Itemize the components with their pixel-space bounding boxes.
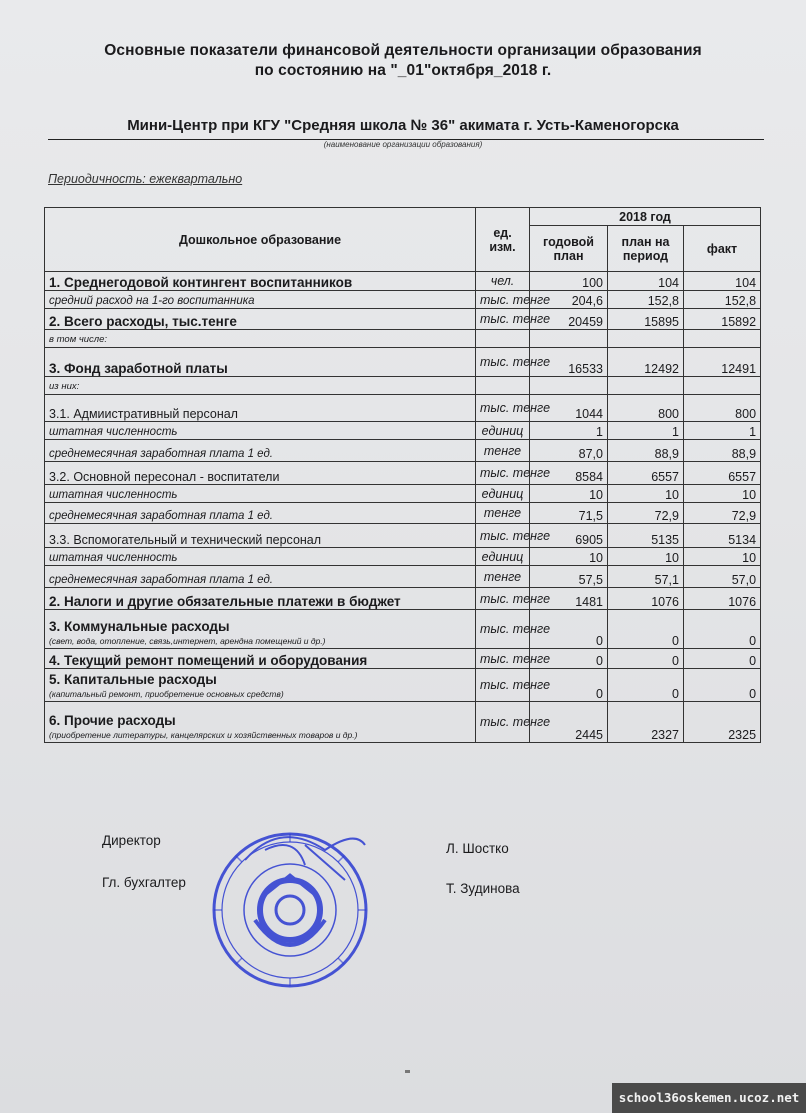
row-label xyxy=(45,348,476,377)
table-row xyxy=(45,422,761,440)
row-label-text: штатная численность xyxy=(49,426,178,438)
row-fact: 6557 xyxy=(684,462,761,485)
row-fact xyxy=(684,377,761,395)
row-plan-period: 0 xyxy=(608,649,684,669)
row-fact: 10 xyxy=(684,548,761,566)
row-label-text: среднемесячная заработная плата 1 ед. xyxy=(49,574,273,586)
row-fact: 15892 xyxy=(684,309,761,330)
row-plan-year: 10 xyxy=(530,548,608,566)
row-plan-period xyxy=(608,330,684,348)
row-unit: тенге xyxy=(476,503,530,524)
row-plan-period: 5135 xyxy=(608,524,684,548)
row-plan-year: 1481 xyxy=(530,588,608,610)
row-plan-period: 1 xyxy=(608,422,684,440)
row-plan-year: 100 xyxy=(530,272,608,291)
row-label-text: штатная численность xyxy=(49,552,178,564)
row-plan-year: 71,5 xyxy=(530,503,608,524)
row-unit xyxy=(476,377,530,395)
row-unit xyxy=(476,330,530,348)
organization-name: Мини-Центр при КГУ "Средняя школа № 36" акимата г. Усть-Каменогорска xyxy=(127,117,679,134)
row-plan-year: 20459 xyxy=(530,309,608,330)
row-unit: тенге xyxy=(476,566,530,588)
row-label-text: средний расход на 1-го воспитанника xyxy=(49,295,255,307)
row-fact: 0 xyxy=(684,610,761,649)
row-fact: 1 xyxy=(684,422,761,440)
document-title-line1: Основные показатели финансовой деятельности организации образования xyxy=(104,42,702,59)
row-plan-year: 16533 xyxy=(530,348,608,377)
row-unit: тыс. тенге xyxy=(476,610,530,649)
row-plan-year: 10 xyxy=(530,485,608,503)
row-fact: 12491 xyxy=(684,348,761,377)
row-label xyxy=(45,524,476,548)
row-label xyxy=(45,462,476,485)
table-row xyxy=(45,548,761,566)
table-row xyxy=(45,291,761,309)
row-plan-year: 0 xyxy=(530,610,608,649)
row-fact: 2325 xyxy=(684,702,761,743)
row-label-text: 4. Текущий ремонт помещений и оборудования xyxy=(49,653,368,668)
row-label xyxy=(45,272,476,291)
row-label xyxy=(45,440,476,462)
table-row xyxy=(45,462,761,485)
row-plan-year: 57,5 xyxy=(530,566,608,588)
page-mark xyxy=(405,1070,410,1073)
row-label xyxy=(45,395,476,422)
row-fact: 1076 xyxy=(684,588,761,610)
header-fact: факт xyxy=(684,226,761,272)
row-fact: 152,8 xyxy=(684,291,761,309)
row-label xyxy=(45,485,476,503)
row-fact: 10 xyxy=(684,485,761,503)
row-plan-period: 10 xyxy=(608,485,684,503)
row-plan-year xyxy=(530,330,608,348)
row-plan-period: 12492 xyxy=(608,348,684,377)
row-plan-period xyxy=(608,377,684,395)
table-row xyxy=(45,524,761,548)
row-plan-year: 8584 xyxy=(530,462,608,485)
table-row xyxy=(45,649,761,669)
row-label xyxy=(45,669,476,702)
row-plan-period: 6557 xyxy=(608,462,684,485)
row-plan-year: 1 xyxy=(530,422,608,440)
row-label-text: в том числе: xyxy=(49,334,108,345)
row-label-text: 2. Всего расходы, тыс.тенге xyxy=(49,314,237,329)
table-row xyxy=(45,588,761,610)
table-row xyxy=(45,610,761,649)
row-plan-period: 104 xyxy=(608,272,684,291)
row-unit: тыс. тенге xyxy=(476,649,530,669)
row-label-text: штатная численность xyxy=(49,489,178,501)
row-label xyxy=(45,649,476,669)
row-label-text: 5. Капитальные расходы xyxy=(49,672,217,687)
row-label-note: (свет, вода, отопление, связь,интернет, арендна помещений и др.) xyxy=(49,636,326,646)
accountant-name: Т. Зудинова xyxy=(446,881,520,896)
row-plan-period: 10 xyxy=(608,548,684,566)
row-unit: единиц xyxy=(476,422,530,440)
document-title-line2: по состоянию на "_01"октября_2018 г. xyxy=(254,62,552,79)
organization-caption: (наименование организации образования) xyxy=(323,140,483,149)
row-label-note: (капитальный ремонт, приобретение основных средств) xyxy=(49,689,284,699)
row-plan-year: 6905 xyxy=(530,524,608,548)
row-plan-period: 800 xyxy=(608,395,684,422)
row-plan-period: 72,9 xyxy=(608,503,684,524)
director-title: Директор xyxy=(102,833,161,848)
table-row xyxy=(45,348,761,377)
row-fact: 88,9 xyxy=(684,440,761,462)
row-unit: тыс. тенге xyxy=(476,462,530,485)
row-plan-period: 1076 xyxy=(608,588,684,610)
row-label-text: 3. Коммунальные расходы xyxy=(49,619,230,634)
financial-indicators-table xyxy=(44,207,761,743)
row-label-text: 1. Среднегодовой контингент воспитанников xyxy=(49,275,353,290)
row-label-note: (приобретение литературы, канцелярских и хозяйственных товаров и др.) xyxy=(49,730,358,740)
row-unit: тыс. тенге xyxy=(476,348,530,377)
row-plan-year: 204,6 xyxy=(530,291,608,309)
row-unit: тыс. тенге xyxy=(476,291,530,309)
row-unit: тыс. тенге xyxy=(476,395,530,422)
row-label-text: 3.2. Основной пересонал - воспитатели xyxy=(49,470,280,484)
row-unit: тенге xyxy=(476,440,530,462)
table-row xyxy=(45,377,761,395)
table-row xyxy=(45,330,761,348)
state-emblem-stamp-icon xyxy=(205,820,375,990)
row-label xyxy=(45,330,476,348)
row-plan-year: 0 xyxy=(530,669,608,702)
table-row xyxy=(45,309,761,330)
row-label xyxy=(45,702,476,743)
table-row xyxy=(45,669,761,702)
row-fact xyxy=(684,330,761,348)
row-unit: тыс. тенге xyxy=(476,669,530,702)
row-unit: единиц xyxy=(476,548,530,566)
row-label-text: 3.3. Вспомогательный и технический персонал xyxy=(49,533,322,547)
director-name: Л. Шостко xyxy=(446,841,509,856)
row-label-text: 3.1. Адмиистративный персонал xyxy=(49,407,238,421)
header-year: 2018 год xyxy=(530,208,761,226)
table-row xyxy=(45,566,761,588)
row-label xyxy=(45,422,476,440)
accountant-title: Гл. бухгалтер xyxy=(102,875,186,890)
row-unit: тыс. тенге xyxy=(476,702,530,743)
row-label xyxy=(45,588,476,610)
header-plan-period: план на период xyxy=(608,226,684,272)
row-plan-period: 0 xyxy=(608,669,684,702)
row-unit: чел. xyxy=(476,272,530,291)
row-label xyxy=(45,548,476,566)
row-label xyxy=(45,309,476,330)
row-unit: единиц xyxy=(476,485,530,503)
table-row xyxy=(45,485,761,503)
row-unit: тыс. тенге xyxy=(476,588,530,610)
row-label-text: из них: xyxy=(49,381,80,392)
row-label xyxy=(45,566,476,588)
header-unit: ед. изм. xyxy=(476,208,530,272)
row-label xyxy=(45,503,476,524)
periodicity-note: Периодичность: ежеквартально xyxy=(48,172,243,186)
row-fact: 104 xyxy=(684,272,761,291)
row-label-text: 6. Прочие расходы xyxy=(49,713,176,728)
row-plan-year: 1044 xyxy=(530,395,608,422)
row-label-text: среднемесячная заработная плата 1 ед. xyxy=(49,448,273,460)
row-plan-year: 87,0 xyxy=(530,440,608,462)
table-row xyxy=(45,440,761,462)
row-plan-period: 15895 xyxy=(608,309,684,330)
table-row xyxy=(45,503,761,524)
row-plan-year: 2445 xyxy=(530,702,608,743)
site-watermark: school36oskemen.ucoz.net xyxy=(612,1083,806,1113)
row-label-text: среднемесячная заработная плата 1 ед. xyxy=(49,510,273,522)
row-label-text: 3. Фонд заработной платы xyxy=(49,361,228,376)
row-plan-period: 152,8 xyxy=(608,291,684,309)
row-plan-period: 57,1 xyxy=(608,566,684,588)
row-label xyxy=(45,291,476,309)
row-unit: тыс. тенге xyxy=(476,309,530,330)
header-main: Дошкольное образование xyxy=(45,208,476,272)
row-plan-period: 88,9 xyxy=(608,440,684,462)
row-unit: тыс. тенге xyxy=(476,524,530,548)
row-fact: 5134 xyxy=(684,524,761,548)
table-row xyxy=(45,272,761,291)
row-fact: 72,9 xyxy=(684,503,761,524)
row-fact: 0 xyxy=(684,669,761,702)
row-plan-year xyxy=(530,377,608,395)
row-plan-period: 0 xyxy=(608,610,684,649)
row-plan-year: 0 xyxy=(530,649,608,669)
row-label-text: 2. Налоги и другие обязательные платежи в бюджет xyxy=(49,594,401,609)
row-fact: 57,0 xyxy=(684,566,761,588)
row-fact: 0 xyxy=(684,649,761,669)
row-plan-period: 2327 xyxy=(608,702,684,743)
row-label xyxy=(45,610,476,649)
table-row xyxy=(45,702,761,743)
row-label xyxy=(45,377,476,395)
header-plan-year: годовой план xyxy=(530,226,608,272)
row-fact: 800 xyxy=(684,395,761,422)
table-row xyxy=(45,395,761,422)
